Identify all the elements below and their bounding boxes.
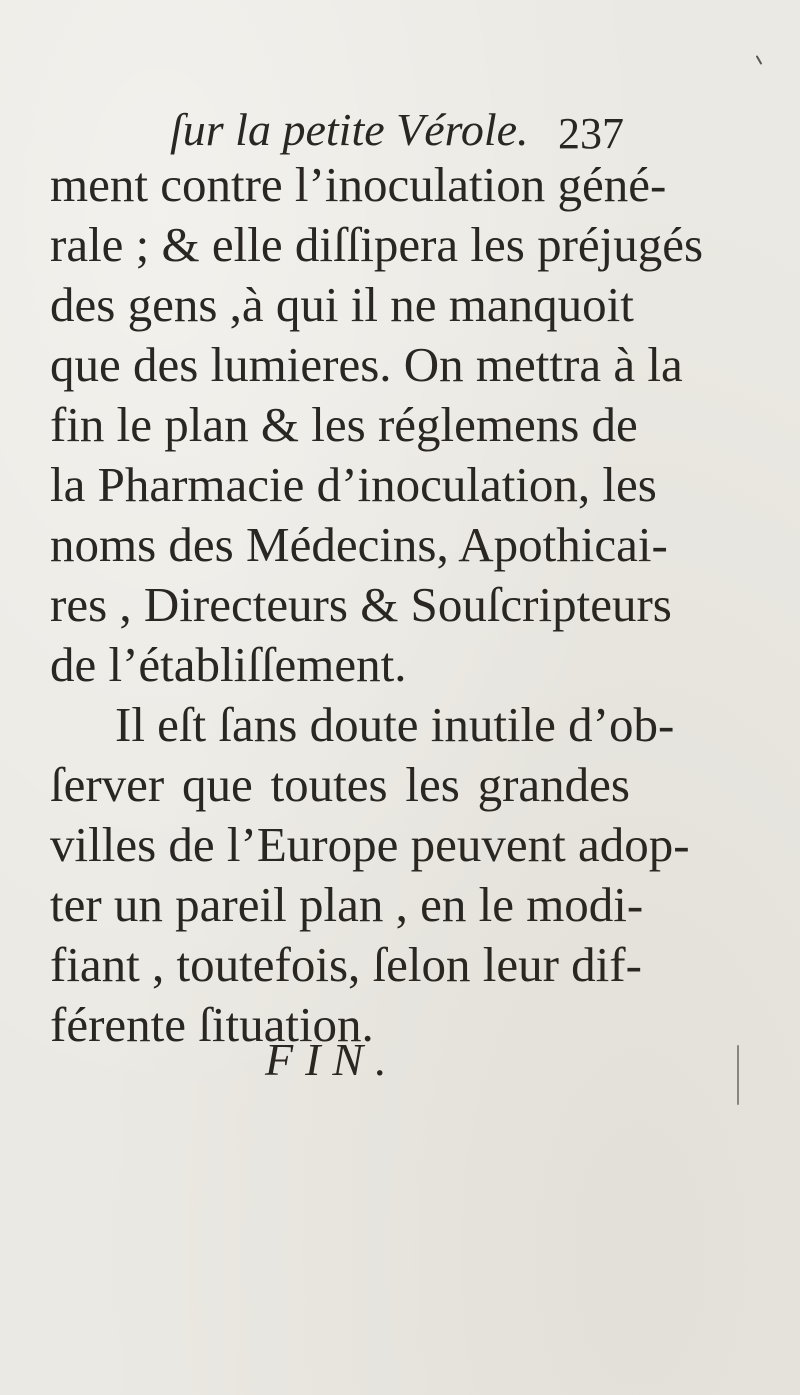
text-line: ter un pareil plan , en le modi- bbox=[50, 877, 644, 932]
paper-mark bbox=[737, 1045, 739, 1105]
text-line: ſerver que toutes les grandes bbox=[50, 757, 630, 812]
running-title: ſur la petite Vérole. bbox=[170, 104, 529, 155]
paper-speck bbox=[756, 55, 763, 65]
text-line: férente ſituation. bbox=[50, 997, 374, 1052]
text-line: fin le plan & les réglemens de bbox=[50, 397, 638, 452]
text-line: rale ; & elle diſſipera les préjugés bbox=[50, 217, 704, 272]
text-line: res , Directeurs & Souſcripteurs bbox=[50, 577, 672, 632]
page-number: 237 bbox=[558, 109, 624, 158]
closing-fin: FIN. bbox=[265, 1034, 399, 1085]
text-line: ment contre l’inoculation géné- bbox=[50, 157, 667, 212]
text-line: que des lumieres. On mettra à la bbox=[50, 337, 683, 392]
text-line: villes de l’Europe peuvent adop- bbox=[50, 817, 690, 872]
text-line: la Pharmacie d’inoculation, les bbox=[50, 457, 657, 512]
text-line: Il eſt ſans doute inutile d’ob- bbox=[115, 697, 675, 752]
text-line: de l’établiſſement. bbox=[50, 637, 407, 692]
text-line: fiant , toutefois, ſelon leur dif- bbox=[50, 937, 642, 992]
text-line: des gens ,à qui il ne manquoit bbox=[50, 277, 634, 332]
text-line: noms des Médecins, Apothicai- bbox=[50, 517, 668, 572]
